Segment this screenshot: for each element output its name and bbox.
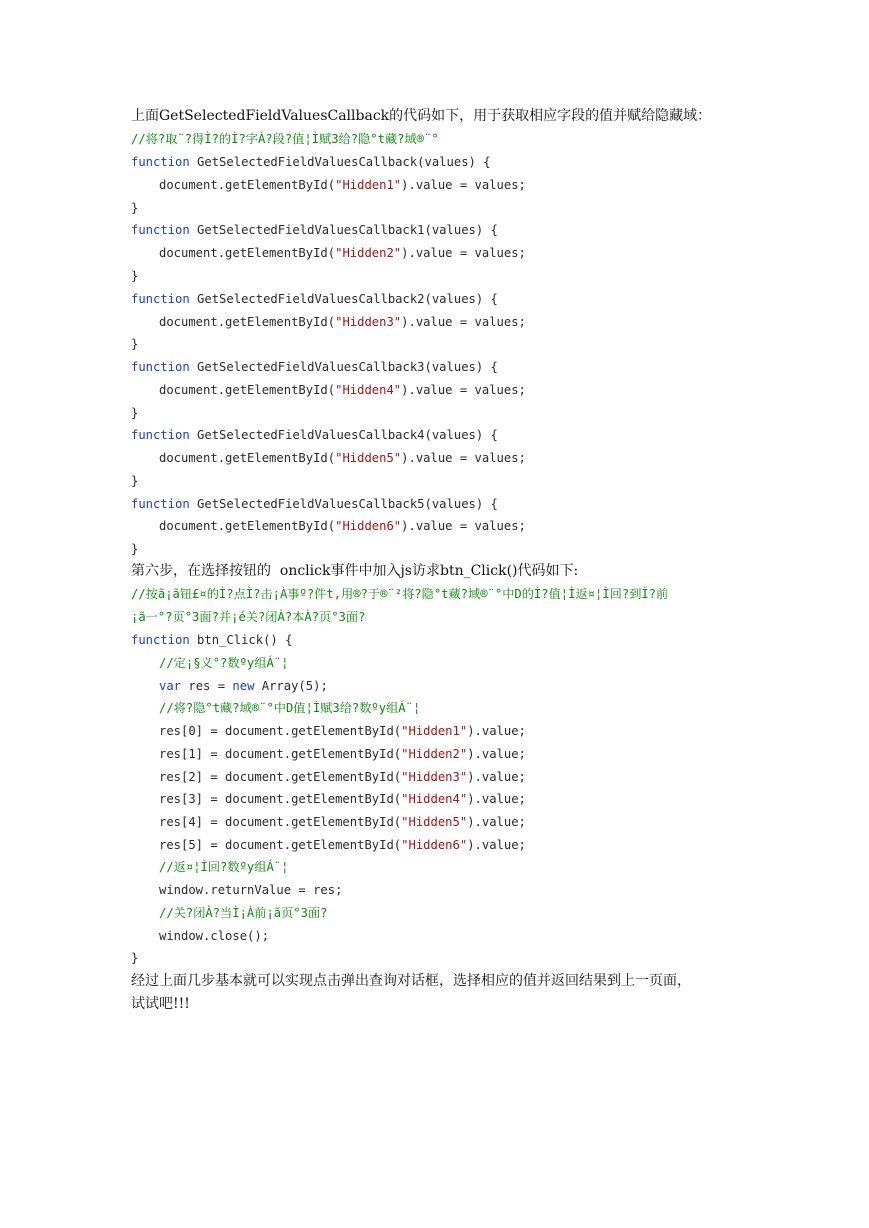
code-brace: } — [131, 269, 139, 283]
code-brace: } — [131, 542, 139, 556]
code-string: "Hidden5" — [335, 451, 402, 465]
code-string: "Hidden1" — [335, 178, 402, 192]
code-statement — [159, 723, 526, 739]
code-text: document.getElementById( — [159, 315, 336, 329]
code-function-header: function GetSelectedFieldValuesCallback2(values) { — [131, 292, 498, 306]
code-statement — [159, 245, 526, 261]
code-comment: //定¡§义°?数ºy组Á¨¦ — [159, 656, 289, 670]
code-string: "Hidden3" — [335, 315, 402, 329]
code-string: "Hidden6" — [335, 519, 402, 533]
code-brace: } — [131, 337, 139, 351]
code-function-header: function GetSelectedFieldValuesCallback(values) { — [131, 155, 491, 169]
code-text: GetSelectedFieldValuesCallback3(values) { — [189, 360, 498, 374]
code-string: "Hidden2" — [401, 747, 468, 761]
code-keyword: var — [159, 679, 182, 693]
code-string: "Hidden2" — [335, 246, 402, 260]
code-function-header: function btn_Click() { — [131, 633, 293, 647]
code-statement — [159, 746, 526, 762]
code-brace: } — [131, 406, 139, 420]
code-text: GetSelectedFieldValuesCallback2(values) { — [189, 292, 498, 306]
code-function-header: function GetSelectedFieldValuesCallback3(values) { — [131, 360, 498, 374]
code-statement — [159, 769, 526, 785]
code-statement — [159, 382, 526, 398]
code-comment: //按ã¡ã钮£¤的Ì?点Ì?击¡À事º?件t,用®?于®¨²将?隐°t藏?域®¨°中D的Ì?值¦Ì返¤¦Ì回?到Ì?前 — [131, 587, 669, 601]
code-function-header: function GetSelectedFieldValuesCallback5(values) { — [131, 497, 498, 511]
code-function-header: function GetSelectedFieldValuesCallback4(values) { — [131, 428, 498, 442]
code-string: "Hidden6" — [401, 838, 468, 852]
code-comment: //将?取¨?得Ì?的Ì?字Á?段?值¦Ì赋3给?隐°t藏?域®¨° — [131, 132, 439, 146]
code-string: "Hidden3" — [401, 770, 468, 784]
code-comment: //将?隐°t藏?域®¨°中D值¦Ì赋3给?数ºy组Á¨¦ — [159, 701, 421, 715]
code-text: Array(5); — [254, 679, 328, 693]
code-statement — [159, 837, 526, 853]
code-string: "Hidden5" — [401, 815, 468, 829]
code-text: res[2] = document.getElementById( — [159, 770, 402, 784]
code-string: "Hidden1" — [401, 724, 468, 738]
code-text: ).value = values; — [401, 178, 526, 192]
code-text: res[5] = document.getElementById( — [159, 838, 402, 852]
code-text: res[0] = document.getElementById( — [159, 724, 402, 738]
code-text: GetSelectedFieldValuesCallback1(values) { — [189, 223, 498, 237]
intro-paragraph: 上面GetSelectedFieldValuesCallback的代码如下，用于获取相应字段的值并赋给隐藏域： — [131, 108, 712, 124]
code-text: ).value; — [467, 792, 526, 806]
code-comment: ¡ã一°?页°3面?并¡é关?闭À?本À?页°3面? — [131, 610, 366, 624]
code-statement — [159, 518, 526, 534]
code-text: ).value; — [467, 747, 526, 761]
code-text: btn_Click() { — [189, 633, 293, 647]
code-brace: } — [131, 474, 139, 488]
code-text: res = — [181, 679, 233, 693]
code-keyword: new — [232, 679, 255, 693]
code-text: res[4] = document.getElementById( — [159, 815, 402, 829]
code-text: res[3] = document.getElementById( — [159, 792, 402, 806]
code-brace: } — [131, 951, 139, 965]
code-text: ).value = values; — [401, 315, 526, 329]
code-string: "Hidden4" — [335, 383, 402, 397]
code-text: document.getElementById( — [159, 451, 336, 465]
summary-paragraph: 试试吧!!! — [131, 996, 190, 1012]
code-text: res[1] = document.getElementById( — [159, 747, 402, 761]
code-statement — [159, 314, 526, 330]
code-comment: //返¤¦Ì回?数ºy组Á¨¦ — [159, 860, 289, 874]
code-text: ).value = values; — [401, 451, 526, 465]
code-text: GetSelectedFieldValuesCallback5(values) { — [189, 497, 498, 511]
code-text: ).value; — [467, 815, 526, 829]
code-brace: } — [131, 201, 139, 215]
code-text: document.getElementById( — [159, 246, 336, 260]
code-statement: window.returnValue = res; — [159, 883, 343, 897]
code-string: "Hidden4" — [401, 792, 468, 806]
summary-paragraph: 经过上面几步基本就可以实现点击弹出查询对话框，选择相应的值并返回结果到上一页面， — [131, 973, 691, 989]
code-text: document.getElementById( — [159, 383, 336, 397]
code-statement — [159, 678, 328, 694]
code-comment: //关?闭À?当Ì¡À前¡ã页°3面? — [159, 906, 328, 920]
code-function-header: function GetSelectedFieldValuesCallback1(values) { — [131, 223, 498, 237]
code-text: ).value; — [467, 838, 526, 852]
code-text: ).value = values; — [401, 246, 526, 260]
code-statement — [159, 177, 526, 193]
code-text: document.getElementById( — [159, 178, 336, 192]
code-text: ).value; — [467, 724, 526, 738]
code-text: ).value; — [467, 770, 526, 784]
code-statement — [159, 450, 526, 466]
code-statement — [159, 791, 526, 807]
code-text: GetSelectedFieldValuesCallback(values) { — [189, 155, 491, 169]
step-six-paragraph: 第六步，在选择按钮的 onclick事件中加入js访求btn_Click()代码如下: — [131, 563, 579, 579]
code-statement: window.close(); — [159, 929, 270, 943]
code-text: GetSelectedFieldValuesCallback4(values) { — [189, 428, 498, 442]
code-statement — [159, 814, 526, 830]
code-text: document.getElementById( — [159, 519, 336, 533]
code-text: ).value = values; — [401, 519, 526, 533]
code-text: ).value = values; — [401, 383, 526, 397]
